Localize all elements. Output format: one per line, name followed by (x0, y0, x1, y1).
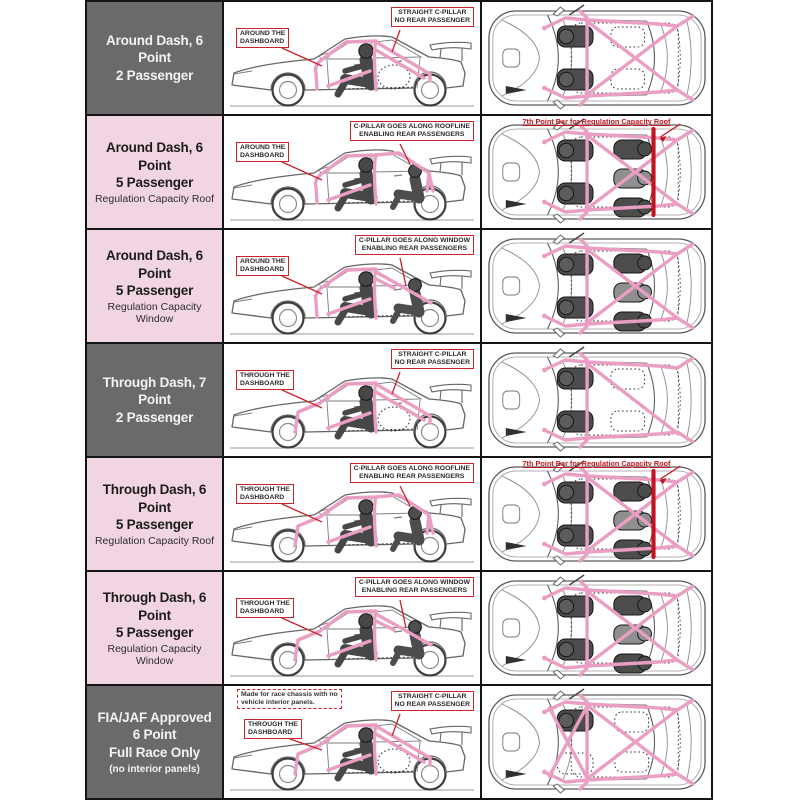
row-subtitle: Regulation Capacity Window (107, 300, 202, 325)
callout-text-line: vehicle interior panels. (241, 699, 315, 707)
rollcage-configuration-table (85, 0, 713, 800)
callout-text-line: STRAIGHT C-PILLAR (398, 351, 467, 358)
top-view-panel (482, 2, 711, 114)
driver-head (359, 728, 373, 742)
row-title-line: Around Dash, 6 Point (106, 32, 203, 66)
callout-text-line: ENABLING REAR PASSENGERS (361, 245, 468, 253)
row-title-line: FIA/JAF Approved (97, 709, 212, 725)
row-title-line: 2 Passenger (115, 67, 194, 83)
rear-passenger-top (614, 482, 652, 501)
callout-text-line: C-PILLAR GOES ALONG WINDOW (358, 237, 470, 244)
callout-text-line: DASHBOARD (240, 494, 285, 502)
row-subtitle: Regulation Capacity Roof (94, 192, 215, 205)
car-top-view-illustration (482, 2, 711, 114)
dashboard-callout (236, 256, 289, 276)
config-row-around-dash-6-point-5-passenger-regulation-capacity-roof (87, 116, 711, 230)
callout-text-line: DASHBOARD (248, 729, 293, 737)
row-label-cell (87, 230, 224, 342)
callout-text-line: NO REAR PASSENGER (394, 359, 470, 367)
config-row-fia-jaf-approved-6-point-full-race-only (87, 686, 711, 798)
cpillar-callout (391, 349, 474, 369)
config-row-through-dash-6-point-5-passenger-regulation-capacity-window (87, 572, 711, 686)
dashboard-callout (236, 598, 294, 618)
row-subtitle: Regulation Capacity Roof (94, 534, 215, 547)
row-subtitle: Regulation Capacity Window (107, 642, 202, 667)
car-top-view-illustration (482, 686, 711, 798)
cpillar-callout (350, 463, 474, 483)
callout-text-line: ENABLING REAR PASSENGERS (361, 587, 468, 595)
seventh-point-bar-label: 7th Point Bar for Regulation Capacity Roof (522, 459, 671, 468)
car-top-view-illustration (482, 572, 711, 684)
row-title-line: Around Dash, 6 Point (106, 248, 203, 281)
callout-text-line: AROUND THE (240, 30, 286, 37)
row-label-cell (87, 116, 224, 228)
callout-text-line: THROUGH THE (240, 372, 290, 379)
row-label-cell (87, 572, 224, 684)
driver-head (359, 614, 373, 628)
car-top-view-illustration (482, 116, 711, 228)
callout-text-line: DASHBOARD (240, 152, 285, 160)
top-view-panel (482, 344, 711, 456)
top-view-panel (482, 686, 711, 798)
car-top-view-illustration (482, 344, 711, 456)
callout-text-line: DASHBOARD (240, 38, 285, 46)
top-view-panel (482, 572, 711, 684)
cpillar-callout (350, 121, 474, 141)
top-view-panel (482, 116, 711, 228)
callout-text-line: THROUGH THE (248, 721, 298, 728)
row-label-cell (87, 458, 224, 570)
config-row-around-dash-6-point-2-passenger (87, 2, 711, 116)
dashboard-callout (244, 719, 302, 739)
dashboard-callout (236, 370, 294, 390)
rear-passenger-top (614, 140, 652, 159)
config-row-through-dash-7-point-2-passenger (87, 344, 711, 458)
row-title-line: Through Dash, 6 Point (102, 482, 207, 515)
cpillar-callout (355, 577, 474, 597)
callout-text-line: ENABLING REAR PASSENGERS (359, 131, 465, 139)
top-view-panel (482, 230, 711, 342)
side-view-panel (224, 344, 482, 456)
driver-head (359, 500, 373, 514)
row-label-cell (87, 686, 224, 798)
callout-text-line: ENABLING REAR PASSENGERS (359, 473, 465, 481)
callout-text-line: AROUND THE (240, 258, 286, 265)
rear-passenger-top (614, 596, 652, 615)
cpillar-callout (355, 235, 474, 255)
driver-head (359, 44, 373, 58)
top-view-panel (482, 458, 711, 570)
row-title-line: 5 Passenger (115, 283, 194, 299)
row-label-cell (87, 2, 224, 114)
car-top-view-illustration (482, 230, 711, 342)
callout-text-line: C-PILLAR GOES ALONG ROOFLINE (353, 465, 470, 472)
side-view-panel (224, 116, 482, 228)
dashboard-callout (236, 142, 289, 162)
callout-text-line: DASHBOARD (240, 608, 285, 616)
row-title-line: Through Dash, 6 Point (102, 590, 207, 623)
row-title-line: 2 Passenger (115, 409, 194, 425)
row-title-line: 6 Point (132, 727, 177, 743)
callout-text-line: STRAIGHT C-PILLAR (398, 9, 467, 16)
driver-head (359, 272, 373, 286)
driver-head (359, 158, 373, 172)
row-subtitle: (no interior panels) (109, 764, 200, 776)
cpillar-callout (391, 7, 474, 27)
dashboard-callout (236, 484, 294, 504)
config-row-through-dash-6-point-5-passenger-regulation-capacity-roof (87, 458, 711, 572)
car-top-view-illustration (482, 458, 711, 570)
callout-text-line: C-PILLAR GOES ALONG WINDOW (358, 579, 470, 586)
cpillar-callout (391, 691, 474, 711)
config-row-around-dash-6-point-5-passenger-regulation-capacity-window (87, 230, 711, 344)
row-title-line: 5 Passenger (115, 517, 194, 533)
callout-text-line: C-PILLAR GOES ALONG ROOFLINE (353, 123, 470, 130)
row-title-line: 5 Passenger (115, 625, 194, 641)
callout-text-line: DASHBOARD (240, 266, 285, 274)
side-view-panel (224, 686, 482, 798)
row-title-line: Around Dash, 6 Point (106, 140, 203, 173)
callout-text-line: THROUGH THE (240, 486, 290, 493)
callout-text-line: STRAIGHT C-PILLAR (398, 693, 467, 700)
callout-text-line: AROUND THE (240, 144, 286, 151)
row-title-line: Full Race Only (109, 744, 200, 760)
driver-head (359, 386, 373, 400)
callout-text-line: THROUGH THE (240, 600, 290, 607)
race-chassis-note-callout (237, 689, 342, 709)
side-view-panel (224, 458, 482, 570)
row-title-line: 5 Passenger (115, 175, 194, 191)
seventh-point-bar-label: 7th Point Bar for Regulation Capacity Roof (522, 117, 671, 126)
side-view-panel (224, 230, 482, 342)
callout-text-line: NO REAR PASSENGER (394, 17, 470, 25)
callout-text-line: Made for race chassis with no (241, 691, 338, 698)
callout-text-line: NO REAR PASSENGER (394, 701, 470, 709)
dashboard-callout (236, 28, 289, 48)
side-view-panel (224, 572, 482, 684)
row-title-line: Through Dash, 7 Point (102, 374, 207, 408)
row-label-cell (87, 344, 224, 456)
rear-passenger-top (614, 254, 652, 273)
side-view-panel (224, 2, 482, 114)
callout-text-line: DASHBOARD (240, 380, 285, 388)
